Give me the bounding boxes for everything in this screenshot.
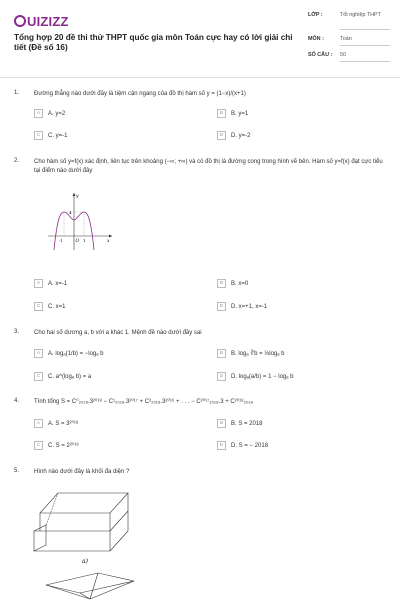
figure-a-label: a) <box>82 558 88 565</box>
q4-option-d[interactable]: D D. S = − 2018 <box>217 441 268 450</box>
q3-option-c[interactable]: C C. a^(logₐ b) = a <box>34 372 91 381</box>
meta-class: LỚP : Tốt nghiệp THPT <box>308 12 390 30</box>
polyhedron-figure <box>28 487 148 600</box>
q1-option-d[interactable]: D D. y=-2 <box>217 131 251 140</box>
graph-origin-label: O <box>75 238 79 243</box>
q1-option-c[interactable]: C C. y=-1 <box>34 131 68 140</box>
meta-subject: MÔN : Toán <box>308 36 390 46</box>
q4-option-a[interactable]: A A. S = 3²⁰¹⁸ <box>34 419 78 428</box>
function-graph <box>44 190 114 252</box>
meta-count: SỐ CÂU : 50 <box>308 52 390 62</box>
graph-four-label: 4 <box>69 210 72 215</box>
worksheet-header <box>0 0 400 78</box>
q2-option-a[interactable]: A A. x=-1 <box>34 279 67 288</box>
q2-option-d[interactable]: D D. x=+1, x=-1 <box>217 302 267 311</box>
q4-option-b[interactable]: B B. S = 2018 <box>217 419 263 428</box>
worksheet-title: Tổng hợp 20 đề thi thử THPT quốc gia môn Toán cực hay có lời giải chi tiết (Đề số 16) <box>14 33 293 52</box>
meta-panel <box>308 12 390 66</box>
worksheet-page: UIZIZZ Tổng hợp 20 đề thi thử THPT quốc gia môn Toán cực hay có lời giải chi tiết (Đề số 16) LỚP : Tốt nghiệp THPT MÔN : Toán SỐ CÂU : 50 1. Đường thẳng nào dưới đây là tiệm cận ngang của đồ thị hàm số y = (1−x)/(x+1) A A. y=2 B B. y=1 C C. y=-1 D D. y=-2 2. Cho hàm số y=f(x) xác định, liên tục trên khoảng (−∞; +∞) và có đồ thị là đường cong trong hình vẽ bên. Hàm số y=f(x) đạt cực tiểu tại điểm nào dưới đây y x 4 O -1 1 A A. x=-1 B B. x=0 C C. x=1 D D. x=+1, x=-1 3. Cho hai số dương a, b với a khác 1. Mệnh đề nào dưới đây sai A A. logₐ(1/b) = −logₐ b B B. logₐ ∛b = ⅓logₐ b C C. a^(logₐ b) = a D D. logₐ(a/b) = 1 − logₐ b 4. Tính tổng S = C⁰₂₀₁₈.3²⁰¹⁸ − C¹₂₀₁₈.3²⁰¹⁷ + C²₂₀₁₈.3²⁰¹⁶ + . . . − C²⁰¹⁷₂₀₁₈.3 + C²⁰¹⁸₂₀₁₈ A A. S = 3²⁰¹⁸ B B. S = 2018 C C. S = 2²⁰¹⁸ D D. S = − 2018 5. Hình nào dưới đây là khối đa diện ? a) <box>0 0 400 600</box>
q1-option-b[interactable]: B B. y=1 <box>217 109 248 118</box>
graph-y-label: y <box>76 194 79 199</box>
q3-option-a[interactable]: A A. logₐ(1/b) = −logₐ b <box>34 349 104 358</box>
graph-one-label: 1 <box>83 238 86 243</box>
q1-option-a[interactable]: A A. y=2 <box>34 109 65 118</box>
q3-option-d[interactable]: D D. logₐ(a/b) = 1 − logₐ b <box>217 372 294 381</box>
q2-option-b[interactable]: B B. x=0 <box>217 279 248 288</box>
logo-q-icon <box>14 15 26 27</box>
quizizz-logo: UIZIZZ <box>14 14 69 29</box>
graph-minus-one-label: -1 <box>59 238 63 243</box>
graph-x-label: x <box>107 239 110 244</box>
q4-option-c[interactable]: C C. S = 2²⁰¹⁸ <box>34 441 79 450</box>
q3-option-b[interactable]: B B. logₐ ∛b = ⅓logₐ b <box>217 349 285 358</box>
q2-option-c[interactable]: C C. x=1 <box>34 302 66 311</box>
